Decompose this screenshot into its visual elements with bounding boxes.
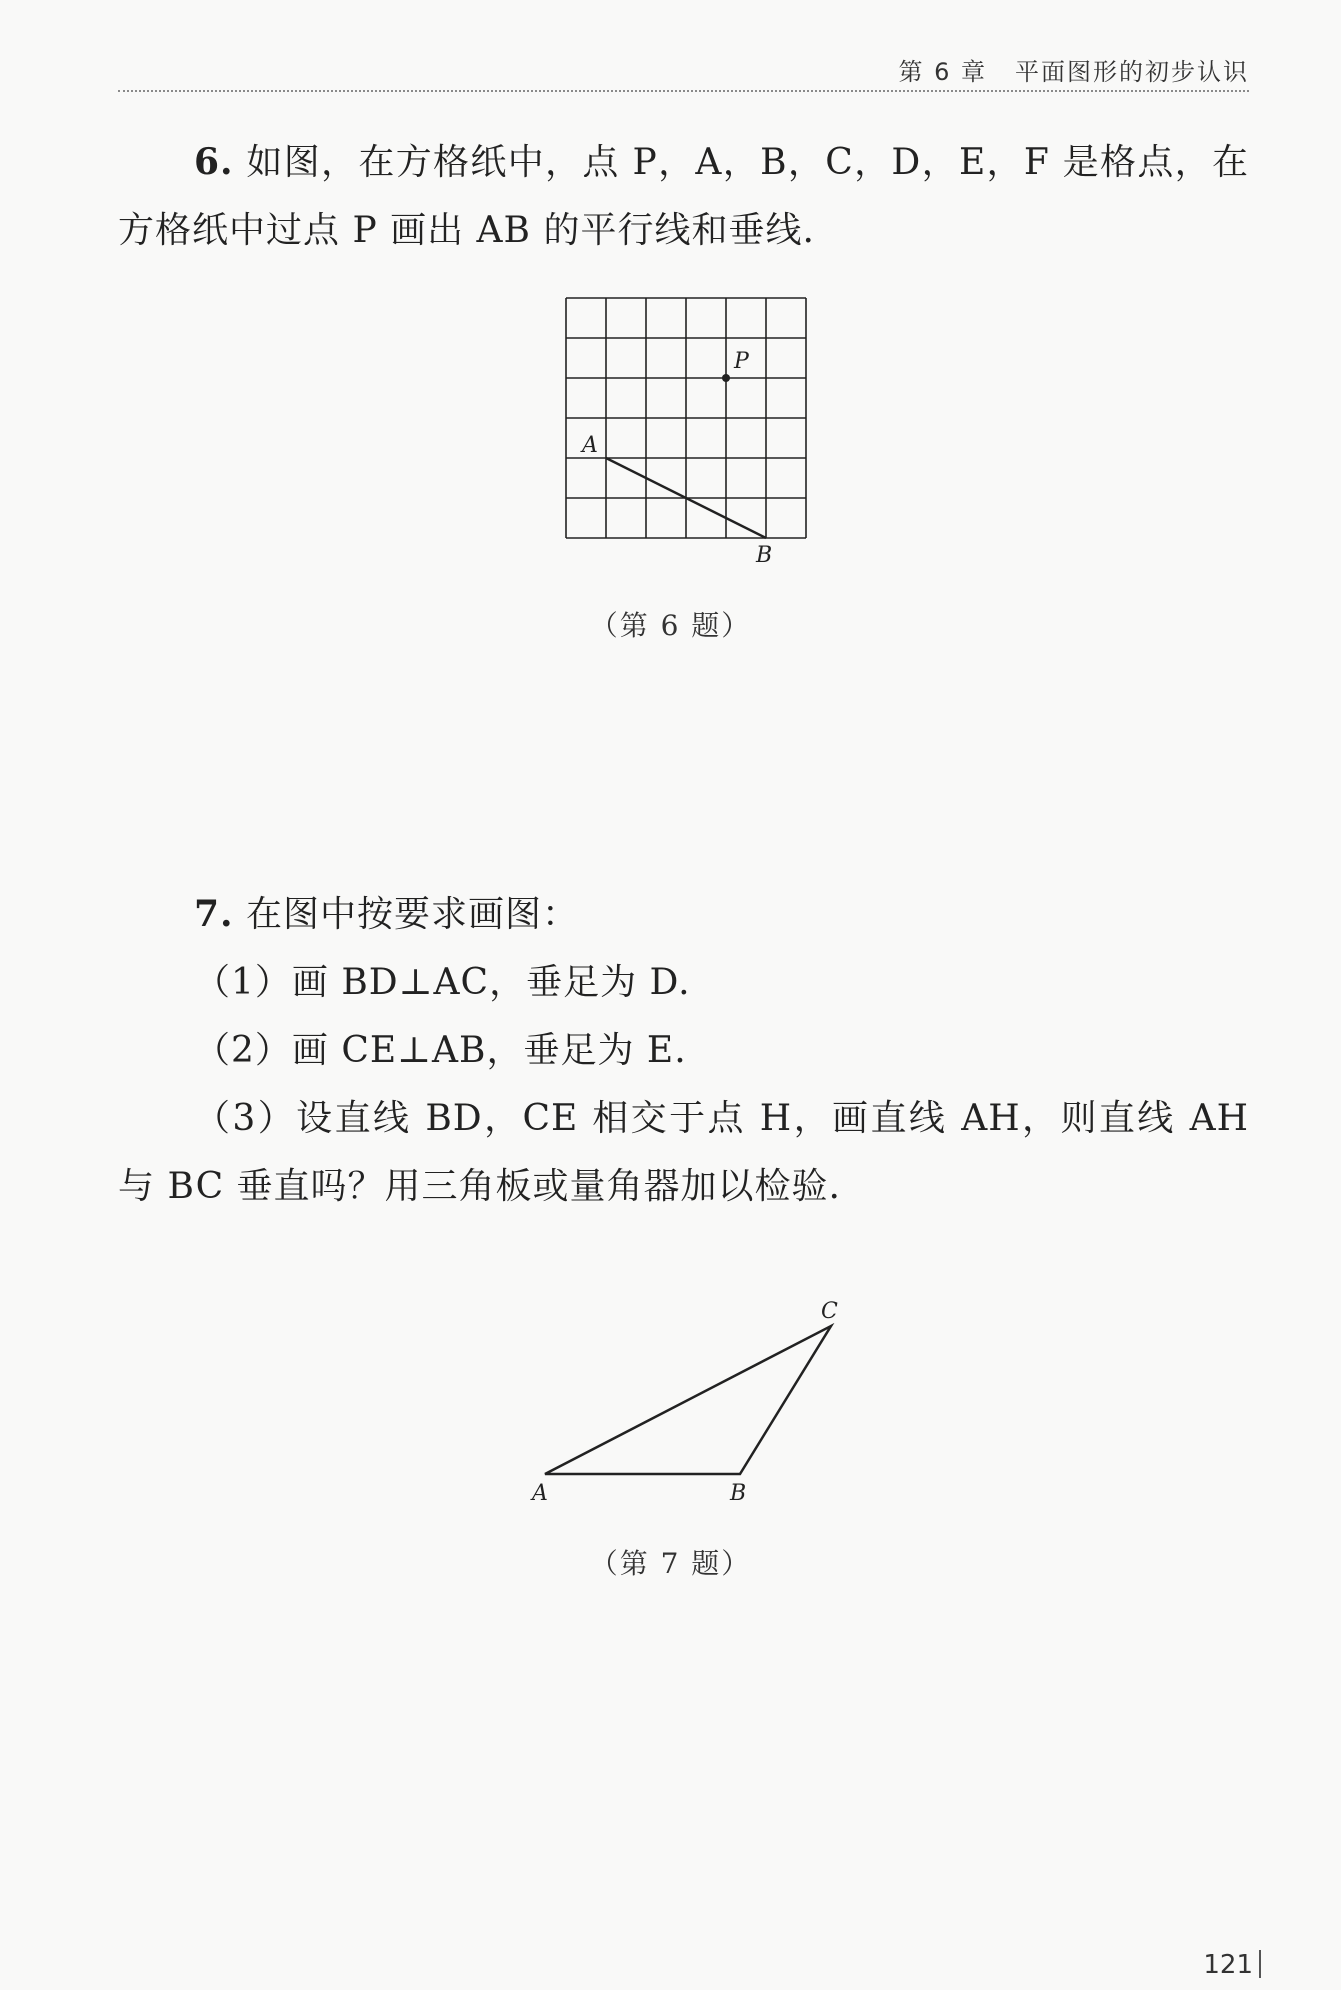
running-header [898, 52, 1249, 87]
question-7-caption: （第 7 题） [589, 1547, 752, 1580]
page-number [1203, 1950, 1261, 1980]
question-7-number: 7. [194, 893, 234, 935]
page-number-value: 121 [1203, 1950, 1253, 1980]
question-6-caption: （第 6 题） [589, 609, 752, 642]
header-divider [118, 90, 1249, 92]
question-6-number: 6. [194, 141, 234, 183]
label-b: B [730, 1481, 747, 1506]
label-b: B [756, 543, 773, 568]
label-a: A [532, 1481, 548, 1506]
question-6-body: 如图，在方格纸中，点 P，A，B，C，D，E，F 是格点，在方格纸中过点 P 画出 AB 的平行线和垂线. [118, 142, 1249, 251]
question-7-triangle-figure [528, 1300, 858, 1510]
label-p: P [734, 349, 749, 374]
chapter-label: 第 6 章 [898, 58, 987, 86]
chapter-title: 平面图形的初步认识 [1015, 58, 1249, 86]
label-c: C [821, 1299, 838, 1324]
question-6-grid-figure [566, 298, 806, 568]
point-p [722, 374, 730, 382]
question-7-item-3: （3）设直线 BD，CE 相交于点 H，画直线 AH，则直线 AH 与 BC 垂直吗？用三角板或量角器加以检验. [118, 1098, 1249, 1207]
question-7-text [118, 880, 1249, 1221]
question-7-item-1: （1）画 BD⊥AC，垂足为 D. [194, 962, 691, 1003]
question-7-item-2: （2）画 CE⊥AB，垂足为 E. [194, 1030, 687, 1071]
question-6-text [118, 128, 1249, 265]
question-7-intro-line [118, 880, 1249, 949]
page-number-bar [1259, 1950, 1261, 1978]
grid-lines [566, 298, 806, 538]
label-a: A [582, 433, 598, 458]
triangle-abc [545, 1326, 831, 1474]
question-7-intro: 在图中按要求画图： [246, 894, 580, 935]
